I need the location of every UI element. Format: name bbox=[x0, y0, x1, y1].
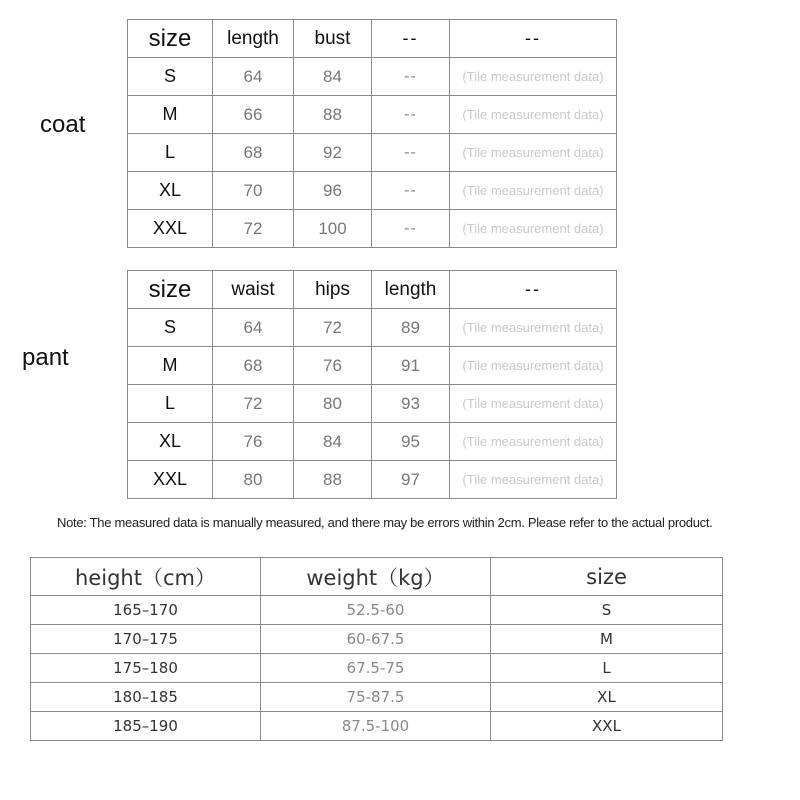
cell-height: 165–170 bbox=[31, 596, 261, 625]
cell-height: 170–175 bbox=[31, 625, 261, 654]
header-hips: hips bbox=[294, 271, 372, 309]
header-length: length bbox=[213, 20, 294, 58]
header-blank: -- bbox=[450, 271, 617, 309]
cell-size: L bbox=[128, 134, 213, 172]
cell-weight: 67.5-75 bbox=[261, 654, 491, 683]
cell-weight: 52.5-60 bbox=[261, 596, 491, 625]
cell-size: XXL bbox=[128, 210, 213, 248]
cell-size: S bbox=[128, 58, 213, 96]
pant-label: pant bbox=[22, 344, 69, 371]
cell-height: 185–190 bbox=[31, 712, 261, 741]
cell-size: XXL bbox=[128, 461, 213, 499]
header-waist: waist bbox=[213, 271, 294, 309]
table-header-row bbox=[128, 20, 617, 58]
cell-length: 66 bbox=[213, 96, 294, 134]
cell-length: 95 bbox=[372, 423, 450, 461]
cell-length: 70 bbox=[213, 172, 294, 210]
cell-length: 68 bbox=[213, 134, 294, 172]
cell-waist: 76 bbox=[213, 423, 294, 461]
cell-waist: 64 bbox=[213, 309, 294, 347]
cell-waist: 80 bbox=[213, 461, 294, 499]
cell-size: S bbox=[128, 309, 213, 347]
header-size: size bbox=[128, 271, 213, 309]
cell-length: 91 bbox=[372, 347, 450, 385]
cell-tile-note: (Tile measurement data) bbox=[450, 96, 617, 134]
cell-size: L bbox=[128, 385, 213, 423]
cell-weight: 75-87.5 bbox=[261, 683, 491, 712]
cell-tile-note: (Tile measurement data) bbox=[450, 385, 617, 423]
cell-bust: 92 bbox=[294, 134, 372, 172]
cell-hips: 80 bbox=[294, 385, 372, 423]
table-row bbox=[128, 461, 617, 499]
cell-bust: 96 bbox=[294, 172, 372, 210]
cell-blank: -- bbox=[372, 172, 450, 210]
header-size: size bbox=[128, 20, 213, 58]
table-row bbox=[128, 134, 617, 172]
table-header-row bbox=[31, 558, 723, 596]
cell-blank: -- bbox=[372, 210, 450, 248]
cell-length: 93 bbox=[372, 385, 450, 423]
table-header-row bbox=[128, 271, 617, 309]
size-recommendation-table bbox=[30, 557, 723, 741]
table-row bbox=[31, 683, 723, 712]
table-row bbox=[128, 172, 617, 210]
cell-size: L bbox=[491, 654, 723, 683]
header-length: length bbox=[372, 271, 450, 309]
cell-tile-note: (Tile measurement data) bbox=[450, 347, 617, 385]
cell-length: 89 bbox=[372, 309, 450, 347]
cell-hips: 84 bbox=[294, 423, 372, 461]
pant-size-table bbox=[127, 270, 617, 499]
cell-length: 64 bbox=[213, 58, 294, 96]
cell-waist: 72 bbox=[213, 385, 294, 423]
cell-hips: 72 bbox=[294, 309, 372, 347]
cell-length: 72 bbox=[213, 210, 294, 248]
table-row bbox=[128, 423, 617, 461]
cell-weight: 60-67.5 bbox=[261, 625, 491, 654]
cell-size: M bbox=[491, 625, 723, 654]
header-height: height（cm） bbox=[31, 558, 261, 596]
table-row bbox=[128, 385, 617, 423]
table-row bbox=[31, 596, 723, 625]
cell-blank: -- bbox=[372, 134, 450, 172]
table-row bbox=[128, 347, 617, 385]
cell-tile-note: (Tile measurement data) bbox=[450, 58, 617, 96]
cell-size: XL bbox=[491, 683, 723, 712]
table-row bbox=[128, 96, 617, 134]
measurement-note: Note: The measured data is manually measured, and there may be errors within 2cm. Please refer to the actual product. bbox=[57, 515, 713, 530]
cell-size: XL bbox=[128, 172, 213, 210]
table-row bbox=[31, 625, 723, 654]
header-size: size bbox=[491, 558, 723, 596]
cell-hips: 76 bbox=[294, 347, 372, 385]
cell-tile-note: (Tile measurement data) bbox=[450, 423, 617, 461]
header-weight: weight（kg） bbox=[261, 558, 491, 596]
cell-tile-note: (Tile measurement data) bbox=[450, 210, 617, 248]
cell-blank: -- bbox=[372, 58, 450, 96]
cell-size: XXL bbox=[491, 712, 723, 741]
cell-tile-note: (Tile measurement data) bbox=[450, 134, 617, 172]
cell-size: M bbox=[128, 96, 213, 134]
cell-height: 175–180 bbox=[31, 654, 261, 683]
table-row bbox=[128, 309, 617, 347]
cell-size: S bbox=[491, 596, 723, 625]
cell-tile-note: (Tile measurement data) bbox=[450, 461, 617, 499]
cell-bust: 88 bbox=[294, 96, 372, 134]
cell-size: XL bbox=[128, 423, 213, 461]
table-row bbox=[31, 654, 723, 683]
cell-weight: 87.5-100 bbox=[261, 712, 491, 741]
header-bust: bust bbox=[294, 20, 372, 58]
cell-waist: 68 bbox=[213, 347, 294, 385]
cell-length: 97 bbox=[372, 461, 450, 499]
coat-size-table bbox=[127, 19, 617, 248]
cell-tile-note: (Tile measurement data) bbox=[450, 309, 617, 347]
cell-bust: 100 bbox=[294, 210, 372, 248]
table-row bbox=[128, 210, 617, 248]
cell-height: 180–185 bbox=[31, 683, 261, 712]
cell-blank: -- bbox=[372, 96, 450, 134]
header-blank: -- bbox=[450, 20, 617, 58]
cell-size: M bbox=[128, 347, 213, 385]
cell-hips: 88 bbox=[294, 461, 372, 499]
cell-tile-note: (Tile measurement data) bbox=[450, 172, 617, 210]
cell-bust: 84 bbox=[294, 58, 372, 96]
coat-label: coat bbox=[40, 111, 86, 138]
header-blank: -- bbox=[372, 20, 450, 58]
table-row bbox=[31, 712, 723, 741]
table-row bbox=[128, 58, 617, 96]
